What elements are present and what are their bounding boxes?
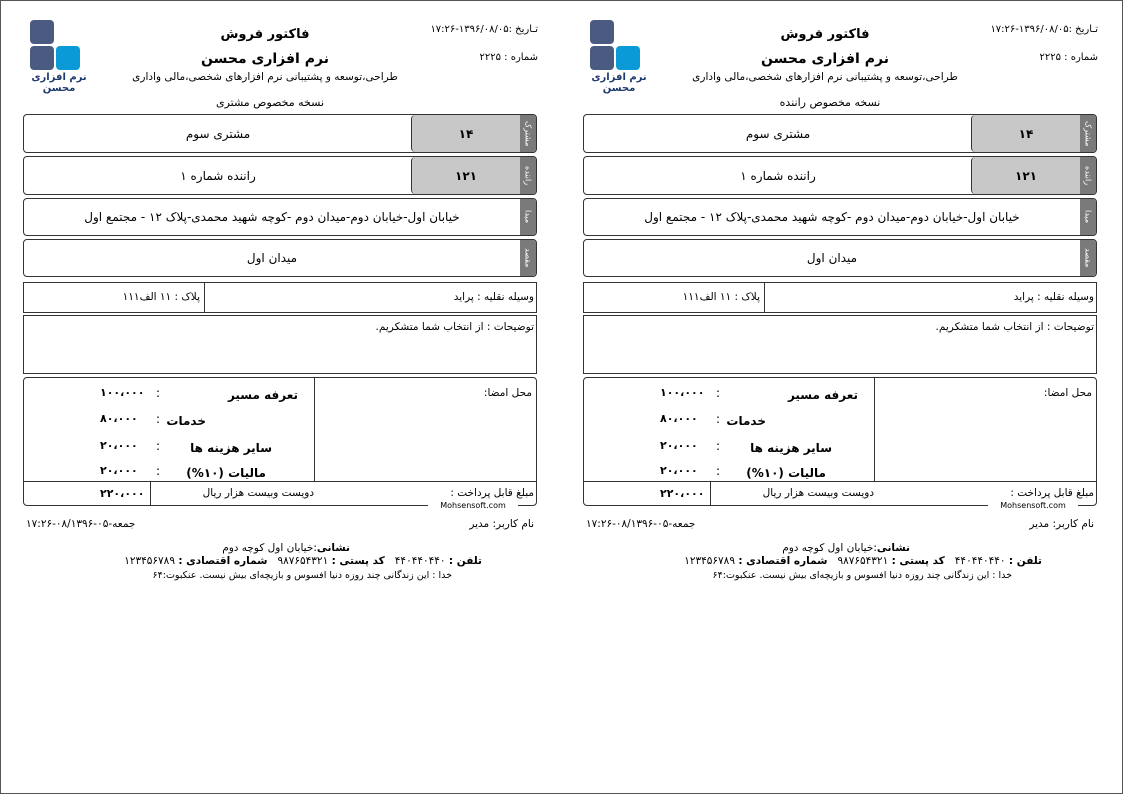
other-costs-value: ۲۰،۰۰۰ [100,439,138,452]
logo-square-icon [30,46,54,70]
address-line [170,542,350,554]
date-value: ۱۳۹۶/۰۸/۰۵-۱۷:۲۶ [990,24,1069,35]
fare-label: تعرفه مسیر [787,388,858,402]
colon-glyph: : [156,439,161,453]
address-label: نشانی [876,542,910,554]
invoice-title: فاکتور فروش [220,27,310,42]
destination-address: میدان اول [806,251,858,265]
driver-row [23,156,537,195]
customer-tab: مشترک [520,115,536,152]
company-tagline: طراحی،توسعه و پشتیبانی نرم افزارهای شخصی،مالی واداری [692,71,958,83]
company-logo [578,18,660,94]
address-value: :خیابان اول کوچه دوم [782,542,877,554]
destination-tab: مقصد [1080,240,1096,276]
services-label: خدمات [726,414,766,428]
colon-glyph: : [156,412,161,426]
destination-row [583,239,1097,277]
logo-text: نرم افزاری محسن [31,72,87,94]
postal-label: کد پستی : [891,555,945,567]
payable-words: دویست وبیست هزار ریال [202,487,314,499]
phone-label: تلفن : [448,555,482,567]
services-value: ۸۰،۰۰۰ [660,412,698,425]
logo-square-icon [56,46,80,70]
signature-label: محل امضا: [1043,387,1092,399]
date-label: تـاریخ : [508,24,538,35]
notes-text: توضیحات : از انتخاب شما متشکریم. [375,321,534,333]
customer-name: مشتری سوم [745,126,811,141]
website-link[interactable]: Mohsensoft.com [428,501,518,511]
date-value: ۱۳۹۶/۰۸/۰۵-۱۷:۲۶ [430,24,509,35]
payable-value: ۲۲۰،۰۰۰ [660,487,705,500]
services-label: خدمات [166,414,206,428]
invoice-copy-customer [0,0,540,600]
logo-square-icon [590,46,614,70]
driver-code: ۱۲۱ [971,157,1080,194]
address-value: :خیابان اول کوچه دوم [222,542,317,554]
number-label: شماره : [504,52,538,63]
other-costs-value: ۲۰،۰۰۰ [660,439,698,452]
payable-words: دویست وبیست هزار ریال [762,487,874,499]
phone-value: ۴۴۰۴۴۰۴۴۰ [954,555,1006,567]
totals-divider [584,481,1096,482]
economic-code-value: ۱۲۳۴۵۶۷۸۹ [124,555,175,567]
vehicle-row [23,282,537,313]
user-line: نام کاربر: مدیر [469,518,534,530]
colon-glyph: : [716,464,721,478]
copy-label: نسخه مخصوص مشتری [215,96,325,109]
logo-square-icon [590,20,614,44]
payable-value: ۲۲۰،۰۰۰ [100,487,145,500]
economic-code-label: شماره اقتصادی : [178,555,268,567]
payable-label: مبلغ قابل پرداخت : [450,487,534,499]
invoice-number [440,52,538,63]
contact-line [650,555,1042,567]
phone-label: تلفن : [1008,555,1042,567]
origin-row [583,198,1097,236]
website-link[interactable]: Mohsensoft.com [988,501,1078,511]
row-divider [204,283,205,312]
destination-tab: مقصد [520,240,536,276]
colon-glyph: : [156,464,161,478]
driver-code: ۱۲۱ [411,157,520,194]
vehicle-text: وسیله نقلیه : پراید [1013,291,1094,303]
driver-name: راننده شماره ۱ [740,168,816,183]
customer-tab: مشترک [1080,115,1096,152]
origin-address: خیابان اول-خیابان دوم-میدان دوم -کوچه شهید محمدی-پلاک ۱۲ - مجتمع اول [84,210,460,224]
logo-square-icon [30,20,54,44]
fare-value: ۱۰۰،۰۰۰ [660,386,705,399]
destination-row [23,239,537,277]
driver-row [583,156,1097,195]
tax-label: مالیات (۱۰%) [186,466,266,480]
destination-address: میدان اول [246,251,298,265]
origin-tab: مبدا [1080,199,1096,235]
customer-name: مشتری سوم [185,126,251,141]
number-value: ۲۲۲۵ [479,52,501,63]
totals-box [583,377,1097,506]
customer-code: ۱۴ [971,115,1080,152]
payable-divider [710,481,711,505]
origin-address: خیابان اول-خیابان دوم-میدان دوم -کوچه شهید محمدی-پلاک ۱۲ - مجتمع اول [644,210,1020,224]
invoice-date [380,24,538,35]
origin-tab: مبدا [520,199,536,235]
company-name: نرم افزاری محسن [761,51,889,67]
colon-glyph: : [716,439,721,453]
driver-tab: راننده [520,157,536,194]
postal-label: کد پستی : [331,555,385,567]
economic-code-label: شماره اقتصادی : [738,555,828,567]
number-value: ۲۲۲۵ [1039,52,1061,63]
row-divider [764,283,765,312]
print-date: جمعه-۰۵-۰۸/۱۳۹۶-۱۷:۲۶ [586,518,696,530]
customer-code: ۱۴ [411,115,520,152]
plate-text: پلاک : ۱۱ الف۱۱۱ [122,291,200,303]
quote-line: خدا : این زندگانی چند روزه دنیا افسوس و بازیچه‌ای بیش نیست. عنکبوت:۶۴ [712,570,1012,581]
colon-glyph: : [716,386,721,400]
other-costs-label: سایر هزینه ها [190,441,272,455]
payable-divider [150,481,151,505]
number-label: شماره : [1064,52,1098,63]
other-costs-label: سایر هزینه ها [750,441,832,455]
logo-text: نرم افزاری محسن [591,72,647,94]
customer-row [23,114,537,153]
copy-label: نسخه مخصوص راننده [779,96,881,109]
user-line: نام کاربر: مدیر [1029,518,1094,530]
fare-label: تعرفه مسیر [227,388,298,402]
economic-code-value: ۱۲۳۴۵۶۷۸۹ [684,555,735,567]
company-name: نرم افزاری محسن [201,51,329,67]
totals-divider [24,481,536,482]
postal-value: ۹۸۷۶۵۴۳۲۱ [837,555,889,567]
notes-text: توضیحات : از انتخاب شما متشکریم. [935,321,1094,333]
invoice-copy-driver [560,0,1100,600]
driver-name: راننده شماره ۱ [180,168,256,183]
vehicle-text: وسیله نقلیه : پراید [453,291,534,303]
origin-row [23,198,537,236]
quote-line: خدا : این زندگانی چند روزه دنیا افسوس و بازیچه‌ای بیش نیست. عنکبوت:۶۴ [152,570,452,581]
invoice-date [940,24,1098,35]
logo-square-icon [616,46,640,70]
driver-tab: راننده [1080,157,1096,194]
signature-label: محل امضا: [483,387,532,399]
plate-text: پلاک : ۱۱ الف۱۱۱ [682,291,760,303]
print-date: جمعه-۰۵-۰۸/۱۳۹۶-۱۷:۲۶ [26,518,136,530]
totals-box [23,377,537,506]
contact-line [90,555,482,567]
address-line [730,542,910,554]
customer-row [583,114,1097,153]
tax-value: ۲۰،۰۰۰ [660,464,698,477]
tax-value: ۲۰،۰۰۰ [100,464,138,477]
invoice-title: فاکتور فروش [780,27,870,42]
date-label: تـاریخ : [1068,24,1098,35]
fare-value: ۱۰۰،۰۰۰ [100,386,145,399]
phone-value: ۴۴۰۴۴۰۴۴۰ [394,555,446,567]
company-tagline: طراحی،توسعه و پشتیبانی نرم افزارهای شخصی،مالی واداری [132,71,398,83]
vehicle-row [583,282,1097,313]
colon-glyph: : [716,412,721,426]
company-logo [18,18,100,94]
services-value: ۸۰،۰۰۰ [100,412,138,425]
payable-label: مبلغ قابل پرداخت : [1010,487,1094,499]
tax-label: مالیات (۱۰%) [746,466,826,480]
postal-value: ۹۸۷۶۵۴۳۲۱ [277,555,329,567]
invoice-number [1000,52,1098,63]
colon-glyph: : [156,386,161,400]
totals-divider [314,378,315,481]
address-label: نشانی [316,542,350,554]
notes-box [23,315,537,374]
notes-box [583,315,1097,374]
totals-divider [874,378,875,481]
